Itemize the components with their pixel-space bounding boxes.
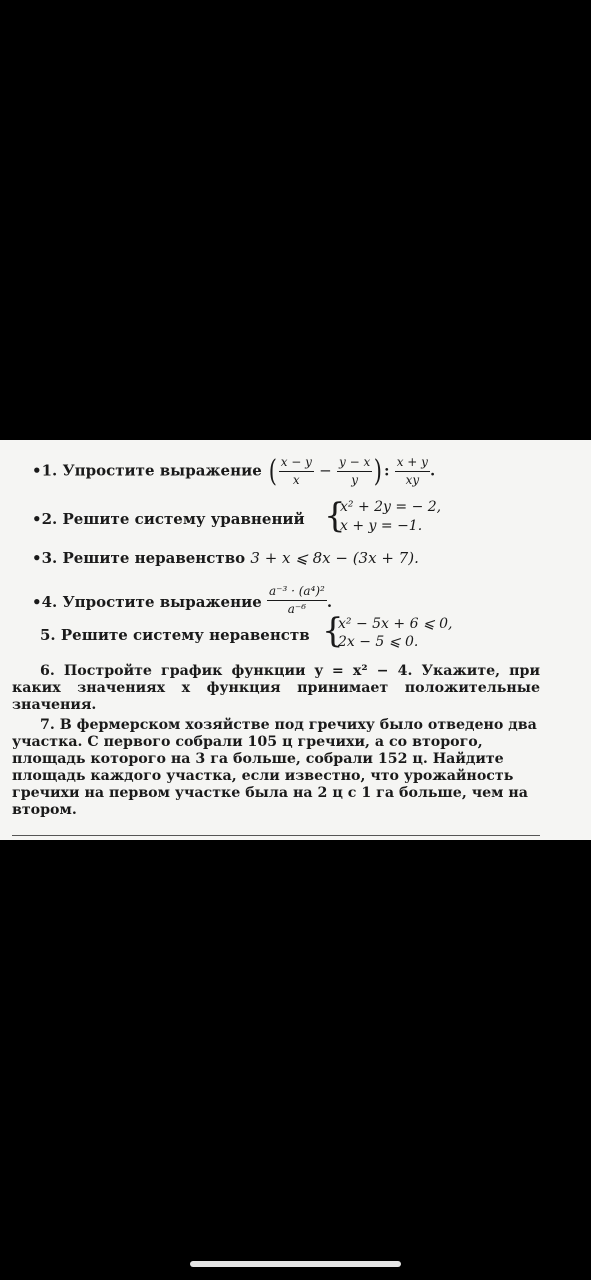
fraction-2: $\frac{y - x}{y}$: [338, 455, 371, 487]
problem-1: •1. Упростите выражение ( $\frac{x - y}{x}$ − $\frac{y - x}{y}$ ) : $\frac{x + y}{xy}$ .: [32, 454, 436, 489]
system-eq-2: x + y = −1.: [340, 518, 423, 534]
fraction-3: $\frac{x + y}{xy}$: [396, 455, 428, 487]
system-brace: {: [324, 496, 346, 536]
problem-7: 7. В фермерском хозяйстве под гречиху было отведено два участка. С первого собрали 105 ц гречихи, а со второго, площадь которого на 3 га больше, собрали 152 ц. Найдите площадь каждого участка, если известно, что урожайность гречихи на первом участке была на 2 ц с 1 га больше, чем на втором.: [12, 717, 537, 818]
home-indicator[interactable]: [190, 1261, 401, 1267]
problem-4-text: Упростите выражение: [62, 593, 262, 611]
problem-3: [32, 550, 419, 567]
problem-4: •4. Упростите выражение $\frac{\text{a⁻³ · (a⁴)²}}{\text{a⁻⁶}}$ .: [32, 584, 333, 616]
problem-5-text: Решите систему неравенств: [60, 626, 310, 644]
problem-2: [32, 511, 305, 528]
inequality-1: x² − 5x + 6 ⩽ 0,: [338, 616, 453, 632]
problem-2-text: Решите систему уравнений: [62, 510, 305, 528]
problem-3-text: Решите неравенство: [62, 549, 246, 567]
problem-3-expression: 3 + x ⩽ 8x − (3x + 7).: [250, 549, 419, 567]
problem-4-number: •4.: [32, 593, 58, 611]
inequality-brace: {: [322, 611, 344, 651]
problem-5: [40, 627, 310, 644]
bottom-rule: [12, 835, 540, 836]
problem-3-number: •3.: [32, 549, 58, 567]
right-paren: ): [373, 454, 383, 489]
inequality-2: 2x − 5 ⩽ 0.: [338, 634, 419, 650]
problem-1-number: •1.: [32, 461, 58, 480]
system-eq-1: x² + 2y = − 2,: [340, 499, 442, 515]
problem-6: 6. Постройте график функции y = x² − 4. Укажите, при каких значениях x функция принимает положительные значения.: [12, 663, 540, 713]
problem-1-text: Упростите выражение: [62, 461, 262, 480]
problem-2-number: •2.: [32, 510, 58, 528]
problem-5-number: 5.: [40, 626, 56, 644]
textbook-page: [0, 440, 591, 840]
left-paren: (: [268, 454, 277, 489]
fraction-1: $\frac{x - y}{x}$: [280, 455, 312, 487]
problem-4-fraction: $\frac{\text{a⁻³ · (a⁴)²}}{\text{a⁻⁶}}$: [268, 584, 325, 616]
